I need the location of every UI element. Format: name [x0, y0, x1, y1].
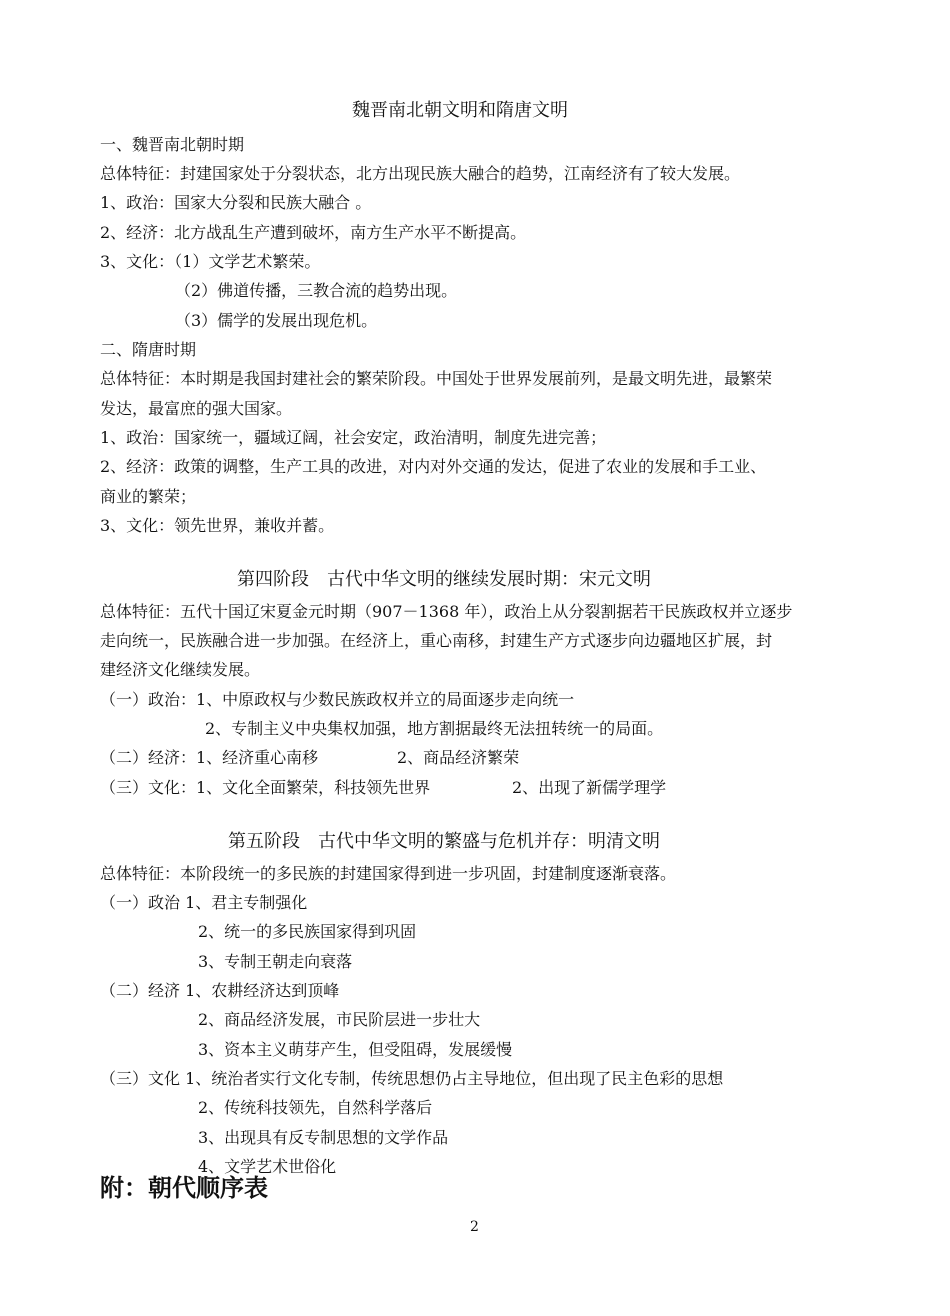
heading-sui-tang: 二、隋唐时期 — [100, 340, 197, 359]
ming-qing-politics-2: 2、统一的多民族国家得到巩固 — [198, 922, 417, 941]
ming-qing-economy-2: 2、商品经济发展，市民阶层进一步壮大 — [198, 1010, 481, 1029]
overview-ming-qing: 总体特征：本阶段统一的多民族的封建国家得到进一步巩固，封建制度逐渐衰落。 — [100, 864, 677, 883]
page-number: 2 — [470, 1219, 479, 1235]
section-title-wei-jin-sui-tang: 魏晋南北朝文明和隋唐文明 — [352, 100, 568, 121]
song-yuan-economy-2: 2、商品经济繁荣 — [397, 748, 520, 767]
wei-jin-culture-3: （3）儒学的发展出现危机。 — [175, 311, 378, 330]
overview-sui-tang-2: 发达，最富庶的强大国家。 — [100, 399, 293, 418]
ming-qing-economy-1: （二）经济 1、农耕经济达到顶峰 — [100, 981, 340, 1000]
ming-qing-politics-1: （一）政治 1、君主专制强化 — [100, 893, 308, 912]
song-yuan-culture-2: 2、出现了新儒学理学 — [512, 778, 667, 797]
song-yuan-culture-1: （三）文化：1、文化全面繁荣，科技领先世界 — [100, 778, 431, 797]
sui-tang-politics: 1、政治：国家统一，疆域辽阔，社会安定，政治清明，制度先进完善； — [100, 428, 607, 447]
sui-tang-economy-2: 商业的繁荣； — [100, 487, 197, 506]
wei-jin-culture: 3、文化：（1）文学艺术繁荣。 — [100, 252, 321, 271]
appendix-title: 附：朝代顺序表 — [100, 1174, 268, 1202]
section-title-ming-qing: 第五阶段 古代中华文明的繁盛与危机并存：明清文明 — [228, 831, 660, 852]
song-yuan-politics-1: （一）政治：1、中原政权与少数民族政权并立的局面逐步走向统一 — [100, 690, 575, 709]
overview-wei-jin: 总体特征：封建国家处于分裂状态，北方出现民族大融合的趋势，江南经济有了较大发展。 — [100, 164, 741, 183]
ming-qing-politics-3: 3、专制王朝走向衰落 — [198, 952, 353, 971]
wei-jin-economy: 2、经济：北方战乱生产遭到破坏，南方生产水平不断提高。 — [100, 223, 527, 242]
ming-qing-culture-1: （三）文化 1、统治者实行文化专制，传统思想仍占主导地位，但出现了民主色彩的思想 — [100, 1069, 724, 1088]
overview-sui-tang-1: 总体特征：本时期是我国封建社会的繁荣阶段。中国处于世界发展前列，是最文明先进，最繁荣 — [100, 369, 773, 388]
wei-jin-culture-2: （2）佛道传播，三教合流的趋势出现。 — [175, 281, 458, 300]
song-yuan-economy-1: （二）经济：1、经济重心南移 — [100, 748, 319, 767]
sui-tang-culture: 3、文化：领先世界，兼收并蓄。 — [100, 516, 335, 535]
ming-qing-economy-3: 3、资本主义萌芽产生，但受阻碍，发展缓慢 — [198, 1040, 513, 1059]
ming-qing-culture-2: 2、传统科技领先，自然科学落后 — [198, 1098, 433, 1117]
ming-qing-culture-4: 4、文学艺术世俗化 — [198, 1157, 337, 1176]
ming-qing-culture-3: 3、出现具有反专制思想的文学作品 — [198, 1128, 449, 1147]
overview-song-yuan-2: 走向统一，民族融合进一步加强。在经济上，重心南移，封建生产方式逐步向边疆地区扩展，封 — [100, 631, 773, 650]
sui-tang-economy-1: 2、经济：政策的调整，生产工具的改进，对内对外交通的发达，促进了农业的发展和手工业、 — [100, 457, 767, 476]
section-title-song-yuan: 第四阶段 古代中华文明的继续发展时期：宋元文明 — [237, 569, 651, 590]
heading-wei-jin: 一、魏晋南北朝时期 — [100, 135, 245, 154]
overview-song-yuan-1: 总体特征：五代十国辽宋夏金元时期（907－1368 年），政治上从分裂割据若干民族政权并立逐步 — [100, 602, 793, 621]
overview-song-yuan-3: 建经济文化继续发展。 — [100, 660, 261, 679]
song-yuan-politics-2: 2、专制主义中央集权加强，地方割据最终无法扭转统一的局面。 — [205, 719, 664, 738]
wei-jin-politics: 1、政治：国家大分裂和民族大融合 。 — [100, 193, 372, 212]
